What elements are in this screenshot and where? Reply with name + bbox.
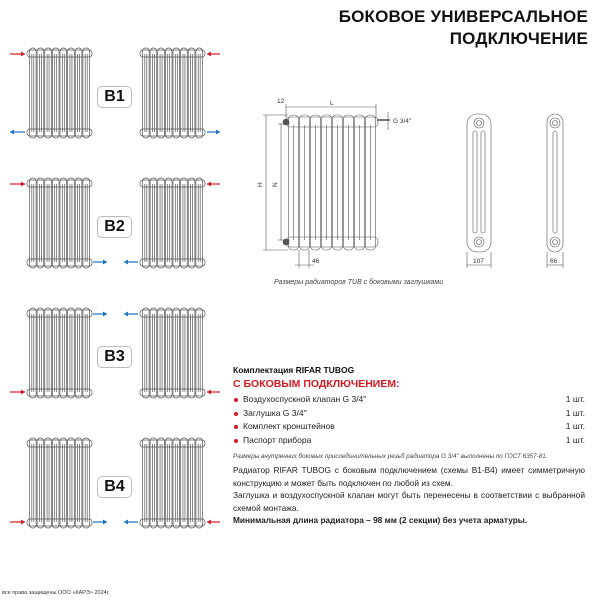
scheme-label-b4: B4 (97, 476, 132, 498)
dim-depth-3col: 107 (473, 258, 484, 265)
list-item (233, 434, 585, 448)
radiator-left (27, 438, 92, 528)
scheme-label-b3: B3 (97, 346, 132, 368)
supply-arrow-icon (10, 520, 25, 525)
supply-arrow-icon (10, 52, 25, 57)
item-name: Воздухоспускной клапан G 3/4'' (243, 394, 367, 404)
dimension-drawing (250, 90, 600, 280)
radiator-left (27, 308, 92, 398)
item-qty: 1 шт. (565, 434, 585, 445)
kit-note: Размеры внутренних боковых присоединительных резьб радиатора G 3/4'' выполнены по ГОСТ 6357-81. (233, 453, 548, 460)
dim-length: L (330, 100, 334, 107)
item-qty: 1 шт. (565, 394, 585, 404)
dim-section: 46 (312, 258, 320, 265)
description-min-length: Минимальная длина радиатора – 98 мм (2 секции) без учета арматуры. (233, 515, 528, 525)
return-arrow-icon (10, 130, 25, 135)
page-title: БОКОВОЕ УНИВЕРСАЛЬНОЕ ПОДКЛЮЧЕНИЕ (338, 7, 588, 48)
item-name: Комплект кронштейнов (243, 421, 335, 431)
return-arrow-icon (124, 260, 138, 265)
return-arrow-icon (124, 312, 138, 317)
return-arrow-icon (207, 130, 220, 135)
kit-subheading: С БОКОВЫМ ПОДКЛЮЧЕНИЕМ: (233, 378, 400, 390)
radiator-left (27, 178, 92, 268)
description-p1: Радиатор RIFAR TUBOG с боковым подключением (схемы B1-B4) имеет симметричную конструкцию и может быть подключен по любой из схем. (233, 465, 585, 488)
supply-arrow-icon (207, 390, 220, 395)
supply-arrow-icon (207, 52, 220, 57)
supply-arrow-icon (10, 182, 25, 187)
list-item (233, 393, 585, 407)
description-p2: Заглушка и воздухоспускной клапан могут быть перенесены в соответствии с выбранной схемой монтажа. (233, 490, 585, 513)
supply-arrow-icon (10, 390, 25, 395)
item-name: Паспорт прибора (243, 434, 312, 445)
copyright: все права защищены ООО «КАРЭ» 2024г. (2, 590, 110, 596)
radiator-right (140, 308, 205, 398)
scheme-label-b2: B2 (97, 216, 132, 238)
radiator-right (140, 438, 205, 528)
description (233, 464, 585, 527)
dim-height: H (257, 182, 264, 187)
thread-label: G 3/4'' (393, 118, 412, 125)
radiator-right (140, 178, 205, 268)
front-view (283, 115, 378, 250)
return-arrow-icon (93, 260, 107, 265)
side-view-2-column (547, 114, 563, 268)
return-arrow-icon (124, 520, 138, 525)
list-item (233, 407, 585, 421)
item-name: Заглушка G 3/4'' (243, 407, 307, 418)
side-view-3-column (467, 114, 491, 268)
radiator-right (140, 48, 205, 138)
list-item (233, 420, 585, 434)
dim-axis: N (272, 182, 279, 187)
item-qty: 1 шт. (565, 421, 585, 431)
item-qty: 1 шт. (565, 407, 585, 418)
kit-heading: Комплектация RIFAR TUBOG (233, 365, 355, 375)
return-arrow-icon (93, 520, 107, 525)
kit-list (233, 393, 585, 447)
return-arrow-icon (93, 312, 107, 317)
dim-depth-2col: 66 (550, 258, 558, 265)
drawing-caption: Размеры радиаторов TUB с боковыми заглушками (274, 279, 444, 286)
kit-section (233, 365, 585, 460)
scheme-label-b1: B1 (97, 86, 132, 108)
dim-top: 12 (277, 98, 285, 105)
supply-arrow-icon (207, 520, 220, 525)
radiator-left (27, 48, 92, 138)
supply-arrow-icon (207, 182, 220, 187)
